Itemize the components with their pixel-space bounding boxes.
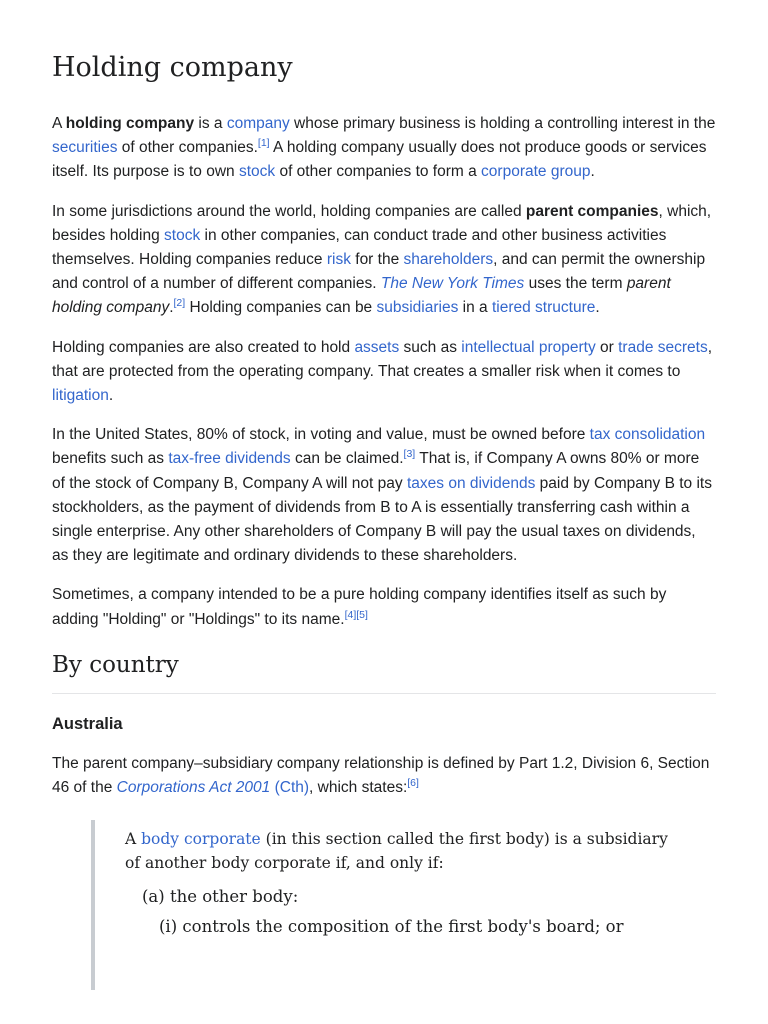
link-corporate-group[interactable]: corporate group (481, 163, 591, 181)
paragraph-assets: Holding companies are also created to hold assets such as intellectual property or trade secrets, that are protected from the operating company. That creates a smaller risk when it comes to litigation. (52, 338, 713, 405)
link-securities[interactable]: securities (52, 139, 118, 157)
citation-1[interactable]: [1] (257, 137, 270, 150)
link-tax-consolidation[interactable]: tax consolidation (589, 426, 706, 444)
link-taxes-on-dividends[interactable]: taxes on dividends (406, 474, 536, 492)
quote-clause-a: (a) the other body: (142, 887, 299, 906)
link-corporations-act[interactable]: Corporations Act 2001 (Cth) (116, 779, 310, 797)
link-shareholders[interactable]: shareholders (403, 251, 494, 269)
link-stock-2[interactable]: stock (164, 226, 201, 244)
link-subsidiaries[interactable]: subsidiaries (376, 299, 459, 317)
link-litigation[interactable]: litigation (52, 387, 109, 405)
link-assets[interactable]: assets (354, 338, 400, 356)
link-body-corporate[interactable]: body corporate (141, 830, 261, 848)
link-tiered-structure[interactable]: tiered structure (491, 299, 596, 317)
citation-2[interactable]: [2] (173, 297, 186, 310)
italic-term: parent holding company (52, 275, 671, 317)
citation-6[interactable]: [6] (407, 777, 419, 790)
section-heading-by-country: By country (52, 650, 716, 694)
link-trade-secrets[interactable]: trade secrets (618, 338, 708, 356)
link-intellectual-property[interactable]: intellectual property (461, 338, 596, 356)
page-title: Holding company (52, 52, 293, 83)
paragraph-naming: Sometimes, a company intended to be a pure holding company identifies itself as such by adding "Holding" or "Holdings" to its name.[4][5] (52, 586, 667, 628)
link-new-york-times[interactable]: The New York Times (380, 275, 525, 293)
bold-term: parent companies (525, 202, 659, 220)
subsection-heading-australia: Australia (52, 714, 123, 733)
link-stock[interactable]: stock (238, 163, 276, 181)
quote-clause-i: (i) controls the composition of the first body's board; or (159, 917, 624, 936)
citation-4[interactable]: [4] (344, 608, 357, 621)
citation-3[interactable]: [3] (403, 448, 416, 461)
link-tax-free-dividends[interactable]: tax-free dividends (168, 450, 291, 468)
paragraph-intro: A holding company is a company whose primary business is holding a controlling interest in the securities of other companies.[1] A holding company usually does not produce goods or services itself. Its purpose is to own stock of other companies to form a corporate group. (52, 115, 716, 181)
quote-text: A body corporate (in this section called the first body) is a subsidiary of another body corporate if, and only if: (125, 830, 668, 872)
link-risk[interactable]: risk (326, 251, 351, 269)
citation-5[interactable]: [5] (356, 608, 368, 621)
bold-term: holding company (65, 115, 195, 132)
link-company[interactable]: company (226, 115, 290, 132)
paragraph-united-states: In the United States, 80% of stock, in voting and value, must be owned before tax consolidation benefits such as tax-free dividends can be claimed.[3] That is, if Company A owns 80% or more of the stock of Company B, Company A will not pay taxes on dividends paid by Company B to its stockholders, as the payment of dividends from B to A is essentially transferring cash within a single enterprise. Any other shareholders of Company B will pay the usual taxes on dividends, as they are legitimate and ordinary dividends to these shareholders. (52, 426, 712, 565)
blockquote (91, 820, 705, 990)
paragraph-parent-companies: In some jurisdictions around the world, holding companies are called parent companies, which, besides holding stock in other companies, can conduct trade and other business activities themselves. Holding companies reduce risk for the shareholders, and can permit the ownership and control of a number of different companies. The New York Times uses the term parent holding company.[2] Holding companies can be subsidiaries in a tiered structure. (52, 202, 712, 317)
paragraph-australia: The parent company–subsidiary company relationship is defined by Part 1.2, Division 6, Section 46 of the Corporations Act 2001 (Cth), which states:[6] (52, 754, 710, 797)
